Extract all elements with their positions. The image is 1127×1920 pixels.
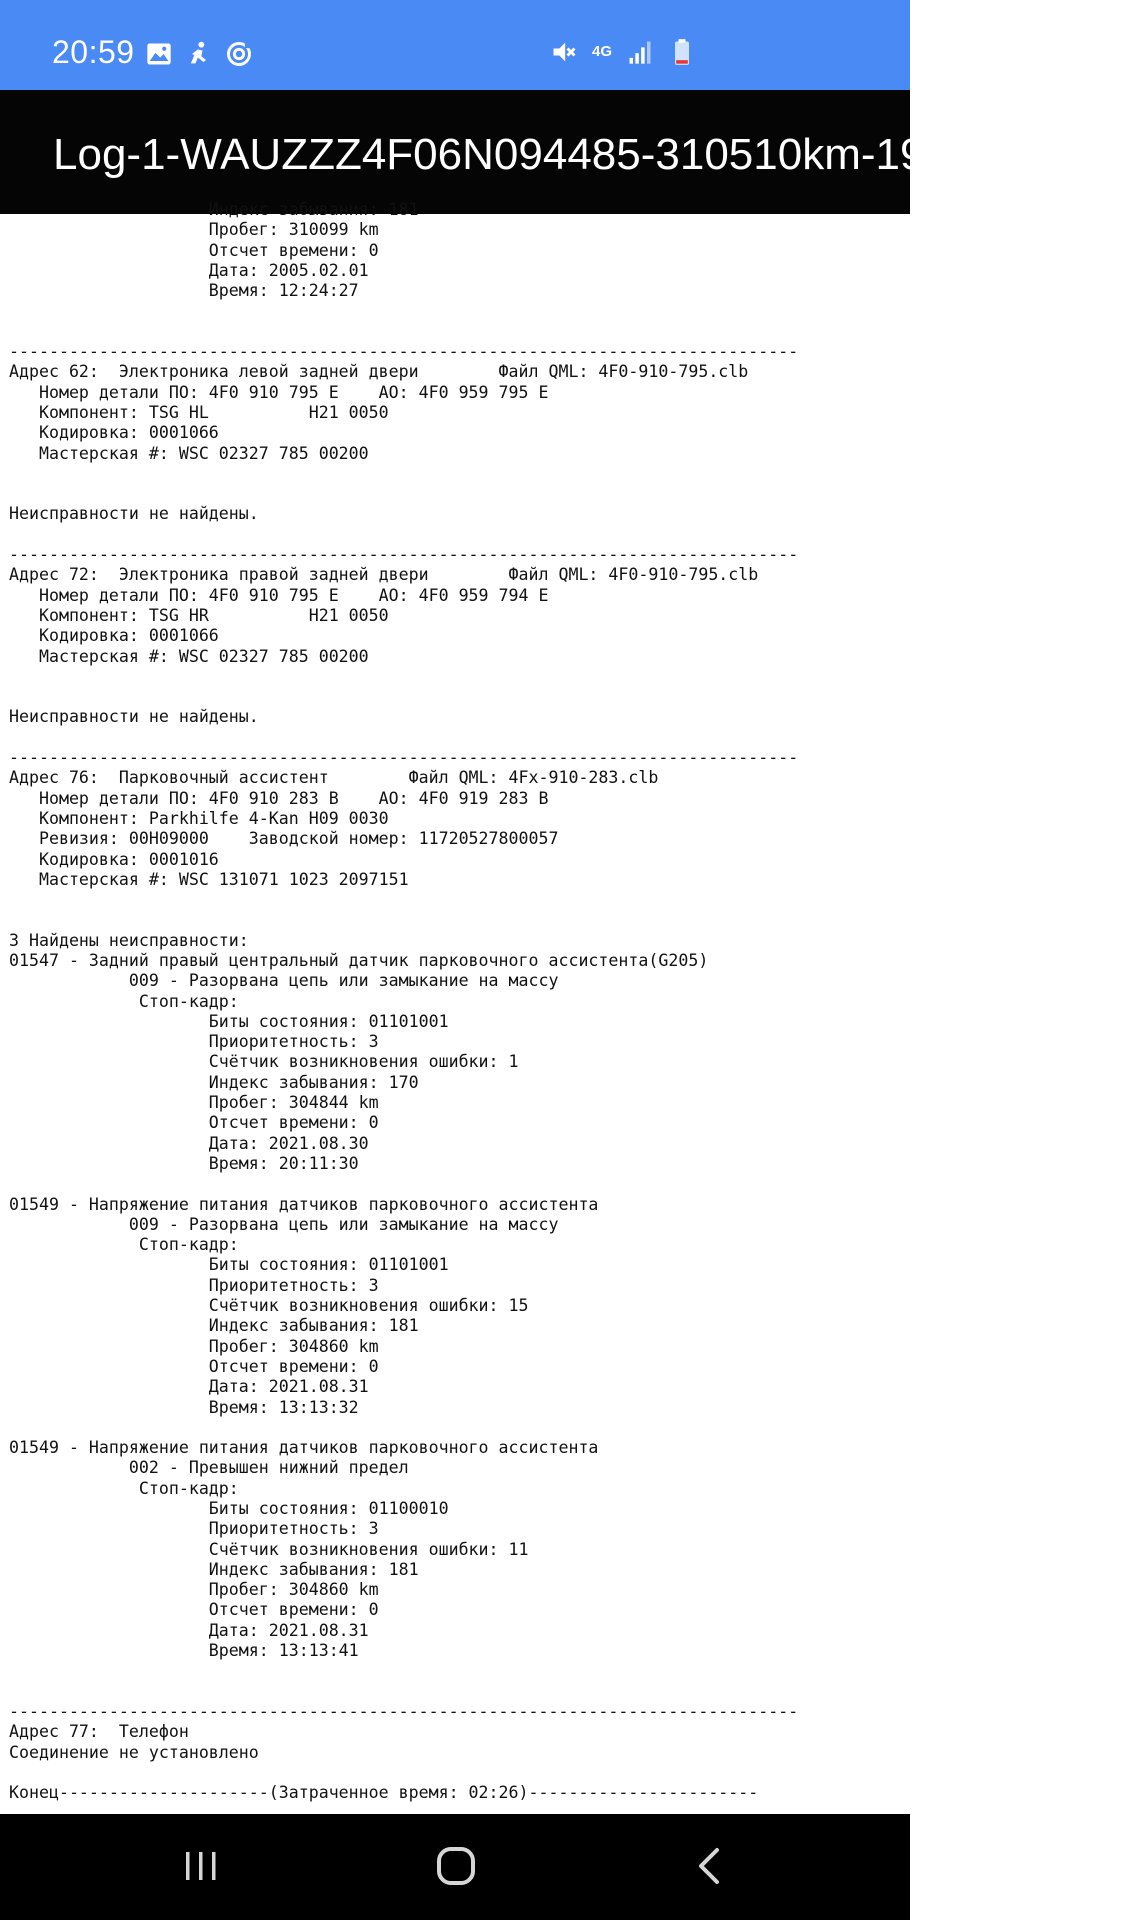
log-line: Время: 20:11:30 (9, 1153, 359, 1173)
log-line: Компонент: Parkhilfe 4-Kan H09 0030 (9, 808, 389, 828)
status-time: 20:59 (52, 34, 135, 70)
log-line: Приоритетность: 3 (9, 1032, 379, 1052)
log-line: 002 - Превышен нижний предел (9, 1458, 409, 1478)
log-line: Индекс забывания: 170 (9, 1072, 419, 1092)
log-line: Кодировка: 0001016 (9, 849, 219, 869)
log-line: Отсчет времени: 0 (9, 1600, 379, 1620)
log-line: Приоритетность: 3 (9, 1519, 379, 1539)
home-icon (434, 1844, 478, 1888)
log-line: Компонент: TSG HL H21 0050 (9, 402, 389, 422)
log-line: Приоритетность: 3 (9, 1275, 379, 1295)
log-line: Отсчет времени: 0 (9, 240, 379, 260)
log-line: ------------------------------------------------------------------------------- (9, 1701, 799, 1721)
log-line: Номер детали ПО: 4F0 910 283 B AO: 4F0 919 283 B (9, 788, 549, 808)
log-line: Индекс забывания: 181 (9, 200, 419, 219)
mute-icon (550, 38, 578, 66)
log-line: Конец---------------------(Затраченное время: 02:26)----------------------- (9, 1783, 759, 1803)
recent-apps-icon (181, 1846, 221, 1886)
log-line: Номер детали ПО: 4F0 910 795 E AO: 4F0 959 795 E (9, 382, 549, 402)
log-line: ------------------------------------------------------------------------------- (9, 748, 799, 768)
log-line: 01549 - Напряжение питания датчиков парковочного ассистента (9, 1194, 599, 1214)
back-icon (690, 1846, 730, 1886)
log-line: 3 Найдены неисправности: (9, 930, 249, 950)
log-line: ------------------------------------------------------------------------------- (9, 342, 799, 362)
battery-icon (668, 38, 696, 66)
log-line: Отсчет времени: 0 (9, 1113, 379, 1133)
log-line: 01549 - Напряжение питания датчиков парковочного ассистента (9, 1438, 599, 1458)
log-line: Дата: 2021.08.31 (9, 1377, 369, 1397)
log-line: 009 - Разорвана цепь или замыкание на массу (9, 971, 559, 991)
log-line: Номер детали ПО: 4F0 910 795 E AO: 4F0 959 794 E (9, 585, 549, 605)
log-line: Неисправности не найдены. (9, 504, 259, 524)
log-line: Пробег: 304844 km (9, 1093, 379, 1113)
log-viewer[interactable] (0, 200, 910, 1814)
recent-apps-button[interactable] (156, 1836, 246, 1896)
status-bar (0, 0, 910, 90)
log-line: Кодировка: 0001066 (9, 626, 219, 646)
log-line: Адрес 62: Электроника левой задней двери Файл QML: 4F0-910-795.clb (9, 362, 749, 382)
log-line: Стоп-кадр: (9, 991, 239, 1011)
log-line: Неисправности не найдены. (9, 707, 259, 727)
log-line: Мастерская #: WSC 131071 1023 2097151 (9, 869, 409, 889)
log-line: Счётчик возникновения ошибки: 15 (9, 1296, 529, 1316)
log-line: Адрес 77: Телефон (9, 1722, 189, 1742)
log-text (9, 200, 798, 1844)
sync-icon (225, 40, 253, 68)
log-line: Мастерская #: WSC 02327 785 00200 (9, 646, 369, 666)
log-line: Дата: 2005.02.01 (9, 260, 369, 280)
home-button[interactable] (411, 1836, 501, 1896)
signal-icon (626, 38, 654, 66)
log-line: Время: 12:24:27 (9, 281, 359, 301)
log-line: 009 - Разорвана цепь или замыкание на массу (9, 1214, 559, 1234)
log-line: Дата: 2021.08.30 (9, 1133, 369, 1153)
log-line: Соединение не установлено (9, 1742, 259, 1762)
log-line: Биты состояния: 01101001 (9, 1011, 449, 1031)
log-line: Пробег: 304860 km (9, 1336, 379, 1356)
log-line: Стоп-кадр: (9, 1235, 239, 1255)
log-line: Биты состояния: 01100010 (9, 1499, 449, 1518)
log-line: Индекс забывания: 181 (9, 1559, 419, 1579)
notification-icons (145, 40, 253, 68)
log-line: 01547 - Задний правый центральный датчик парковочного ассистента(G205) (9, 950, 709, 970)
log-line: Индекс забывания: 181 (9, 1316, 419, 1336)
log-line: Счётчик возникновения ошибки: 1 (9, 1052, 519, 1072)
title-bar (0, 90, 1127, 214)
log-line: Время: 13:13:32 (9, 1397, 359, 1417)
image-icon (145, 40, 173, 68)
navigation-bar (0, 1814, 910, 1920)
log-line: Ревизия: 00H09000 Заводской номер: 11720527800057 (9, 829, 559, 849)
system-icons (550, 38, 696, 66)
log-line: Время: 13:13:41 (9, 1641, 359, 1661)
log-line: Биты состояния: 01101001 (9, 1255, 449, 1275)
log-line: Стоп-кадр: (9, 1478, 239, 1498)
log-line: Дата: 2021.08.31 (9, 1620, 369, 1640)
network-4g-icon: 4G (592, 43, 613, 60)
log-line: Кодировка: 0001066 (9, 423, 219, 443)
log-line: Адрес 76: Парковочный ассистент Файл QML: 4Fx-910-283.clb (9, 768, 659, 788)
back-button[interactable] (665, 1836, 755, 1896)
file-title: Log-1-WAUZZZ4F06N094485-310510km-192964mi.txt (53, 130, 1127, 179)
log-line: Адрес 72: Электроника правой задней двери Файл QML: 4F0-910-795.clb (9, 565, 759, 585)
log-line: Компонент: TSG HR H21 0050 (9, 605, 389, 625)
activity-icon (185, 40, 213, 68)
log-line: Счётчик возникновения ошибки: 11 (9, 1539, 529, 1559)
log-line: Мастерская #: WSC 02327 785 00200 (9, 443, 369, 463)
log-line: Пробег: 310099 km (9, 220, 379, 240)
log-line: Пробег: 304860 km (9, 1580, 379, 1600)
log-line: ------------------------------------------------------------------------------- (9, 545, 799, 565)
log-line: Отсчет времени: 0 (9, 1356, 379, 1376)
